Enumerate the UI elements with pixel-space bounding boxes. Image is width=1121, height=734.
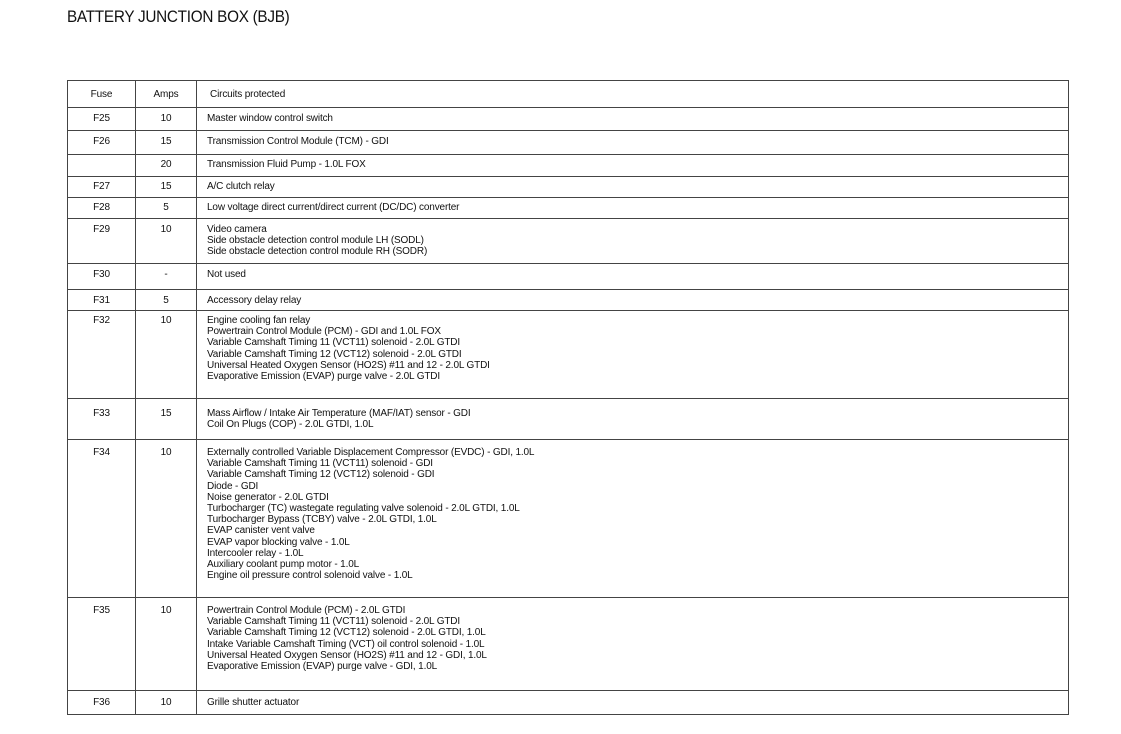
circuit-item: Master window control switch (207, 113, 333, 124)
fuse-cell: F31 (68, 290, 136, 311)
circuit-item: Mass Airflow / Intake Air Temperature (MAF/IAT) sensor - GDI (207, 408, 471, 419)
circuit-item: Grille shutter actuator (207, 697, 300, 708)
amps-cell: - (136, 264, 197, 290)
circuits-cell (197, 311, 1069, 399)
circuit-item: Intercooler relay - 1.0L (207, 547, 304, 559)
circuit-item: EVAP canister vent valve (207, 525, 315, 537)
amps-cell: 10 (136, 598, 197, 691)
circuit-item: Video camera (207, 224, 267, 235)
fuse-cell: F30 (68, 264, 136, 290)
circuits-cell (197, 440, 1069, 598)
table-row (68, 177, 1069, 198)
amps-cell: 10 (136, 219, 197, 264)
header-fuse: Fuse (68, 81, 136, 108)
header-amps: Amps (136, 81, 197, 108)
circuit-item: Noise generator - 2.0L GTDI (207, 491, 329, 503)
amps-cell: 15 (136, 177, 197, 198)
circuit-item: Intake Variable Camshaft Timing (VCT) oil control solenoid - 1.0L (207, 638, 485, 650)
table-row (68, 311, 1069, 399)
circuit-item: Diode - GDI (207, 480, 259, 492)
fuse-cell: F29 (68, 219, 136, 264)
circuit-item: Turbocharger Bypass (TCBY) valve - 2.0L GTDI, 1.0L (207, 514, 437, 526)
table-row (68, 399, 1069, 440)
circuit-item: Transmission Control Module (TCM) - GDI (207, 136, 389, 147)
circuit-item: Evaporative Emission (EVAP) purge valve - GDI, 1.0L (207, 661, 438, 673)
circuit-item: Universal Heated Oxygen Sensor (HO2S) #11 and 12 - GDI, 1.0L (207, 649, 487, 661)
circuit-item: Turbocharger (TC) wastegate regulating valve solenoid - 2.0L GTDI, 1.0L (207, 503, 520, 515)
table-row (68, 198, 1069, 219)
circuit-item: Engine cooling fan relay (207, 315, 311, 326)
fuse-table (67, 80, 1069, 715)
fuse-cell: F28 (68, 198, 136, 219)
circuit-item: Side obstacle detection control module LH (SODL) (207, 235, 424, 247)
page-title: BATTERY JUNCTION BOX (BJB) (67, 7, 290, 26)
circuit-item: Coil On Plugs (COP) - 2.0L GTDI, 1.0L (207, 419, 374, 431)
circuit-item: Accessory delay relay (207, 295, 302, 306)
table-row (68, 290, 1069, 311)
circuit-item: Variable Camshaft Timing 12 (VCT12) solenoid - 2.0L GTDI (207, 348, 462, 360)
header-circuits: Circuits protected (197, 81, 1069, 108)
circuit-item: Powertrain Control Module (PCM) - 2.0L GTDI (207, 605, 406, 616)
circuit-item: Variable Camshaft Timing 11 (VCT11) solenoid - 2.0L GTDI (207, 616, 461, 628)
circuit-item: Variable Camshaft Timing 11 (VCT11) solenoid - 2.0L GTDI (207, 337, 461, 349)
table-row (68, 440, 1069, 598)
amps-cell: 10 (136, 108, 197, 131)
circuits-cell (197, 108, 1069, 131)
circuits-cell (197, 177, 1069, 198)
circuit-item: Low voltage direct current/direct current (DC/DC) converter (207, 202, 460, 213)
circuit-item: Variable Camshaft Timing 12 (VCT12) solenoid - 2.0L GTDI, 1.0L (207, 627, 486, 639)
amps-cell: 5 (136, 198, 197, 219)
circuits-cell (197, 198, 1069, 219)
circuits-cell (197, 691, 1069, 715)
circuit-item: Not used (207, 269, 246, 280)
circuits-cell (197, 155, 1069, 177)
amps-cell: 20 (136, 155, 197, 177)
amps-cell: 10 (136, 311, 197, 399)
circuits-cell (197, 131, 1069, 155)
circuit-item: Variable Camshaft Timing 12 (VCT12) solenoid - GDI (207, 469, 435, 481)
fuse-cell: F34 (68, 440, 136, 598)
table-row (68, 264, 1069, 290)
circuits-cell (197, 290, 1069, 311)
table-row (68, 155, 1069, 177)
amps-cell: 15 (136, 131, 197, 155)
circuit-item: Evaporative Emission (EVAP) purge valve - 2.0L GTDI (207, 371, 440, 383)
amps-cell: 15 (136, 399, 197, 440)
circuits-cell (197, 264, 1069, 290)
circuits-cell (197, 598, 1069, 691)
circuit-item: Powertrain Control Module (PCM) - GDI and 1.0L FOX (207, 326, 441, 338)
circuit-item: Transmission Fluid Pump - 1.0L FOX (207, 159, 366, 170)
fuse-cell: F32 (68, 311, 136, 399)
circuit-item: EVAP vapor blocking valve - 1.0L (207, 536, 350, 548)
table-row (68, 219, 1069, 264)
circuit-item: Universal Heated Oxygen Sensor (HO2S) #11 and 12 - 2.0L GTDI (207, 359, 490, 371)
fuse-cell (68, 155, 136, 177)
fuse-cell: F36 (68, 691, 136, 715)
table-row (68, 598, 1069, 691)
circuit-item: A/C clutch relay (207, 181, 275, 192)
circuit-item: Auxiliary coolant pump motor - 1.0L (207, 559, 360, 571)
table-row (68, 691, 1069, 715)
fuse-cell: F26 (68, 131, 136, 155)
amps-cell: 5 (136, 290, 197, 311)
circuits-cell (197, 219, 1069, 264)
circuit-item: Side obstacle detection control module RH (SODR) (207, 246, 428, 258)
fuse-table-body (68, 108, 1069, 715)
fuse-cell: F25 (68, 108, 136, 131)
fuse-cell: F35 (68, 598, 136, 691)
table-row (68, 108, 1069, 131)
amps-cell: 10 (136, 691, 197, 715)
fuse-cell: F27 (68, 177, 136, 198)
amps-cell: 10 (136, 440, 197, 598)
circuit-item: Engine oil pressure control solenoid valve - 1.0L (207, 570, 413, 582)
table-header-row (68, 81, 1069, 108)
circuits-cell (197, 399, 1069, 440)
circuit-item: Variable Camshaft Timing 11 (VCT11) solenoid - GDI (207, 458, 433, 470)
fuse-cell: F33 (68, 399, 136, 440)
table-row (68, 131, 1069, 155)
circuit-item: Externally controlled Variable Displacement Compressor (EVDC) - GDI, 1.0L (207, 447, 535, 458)
